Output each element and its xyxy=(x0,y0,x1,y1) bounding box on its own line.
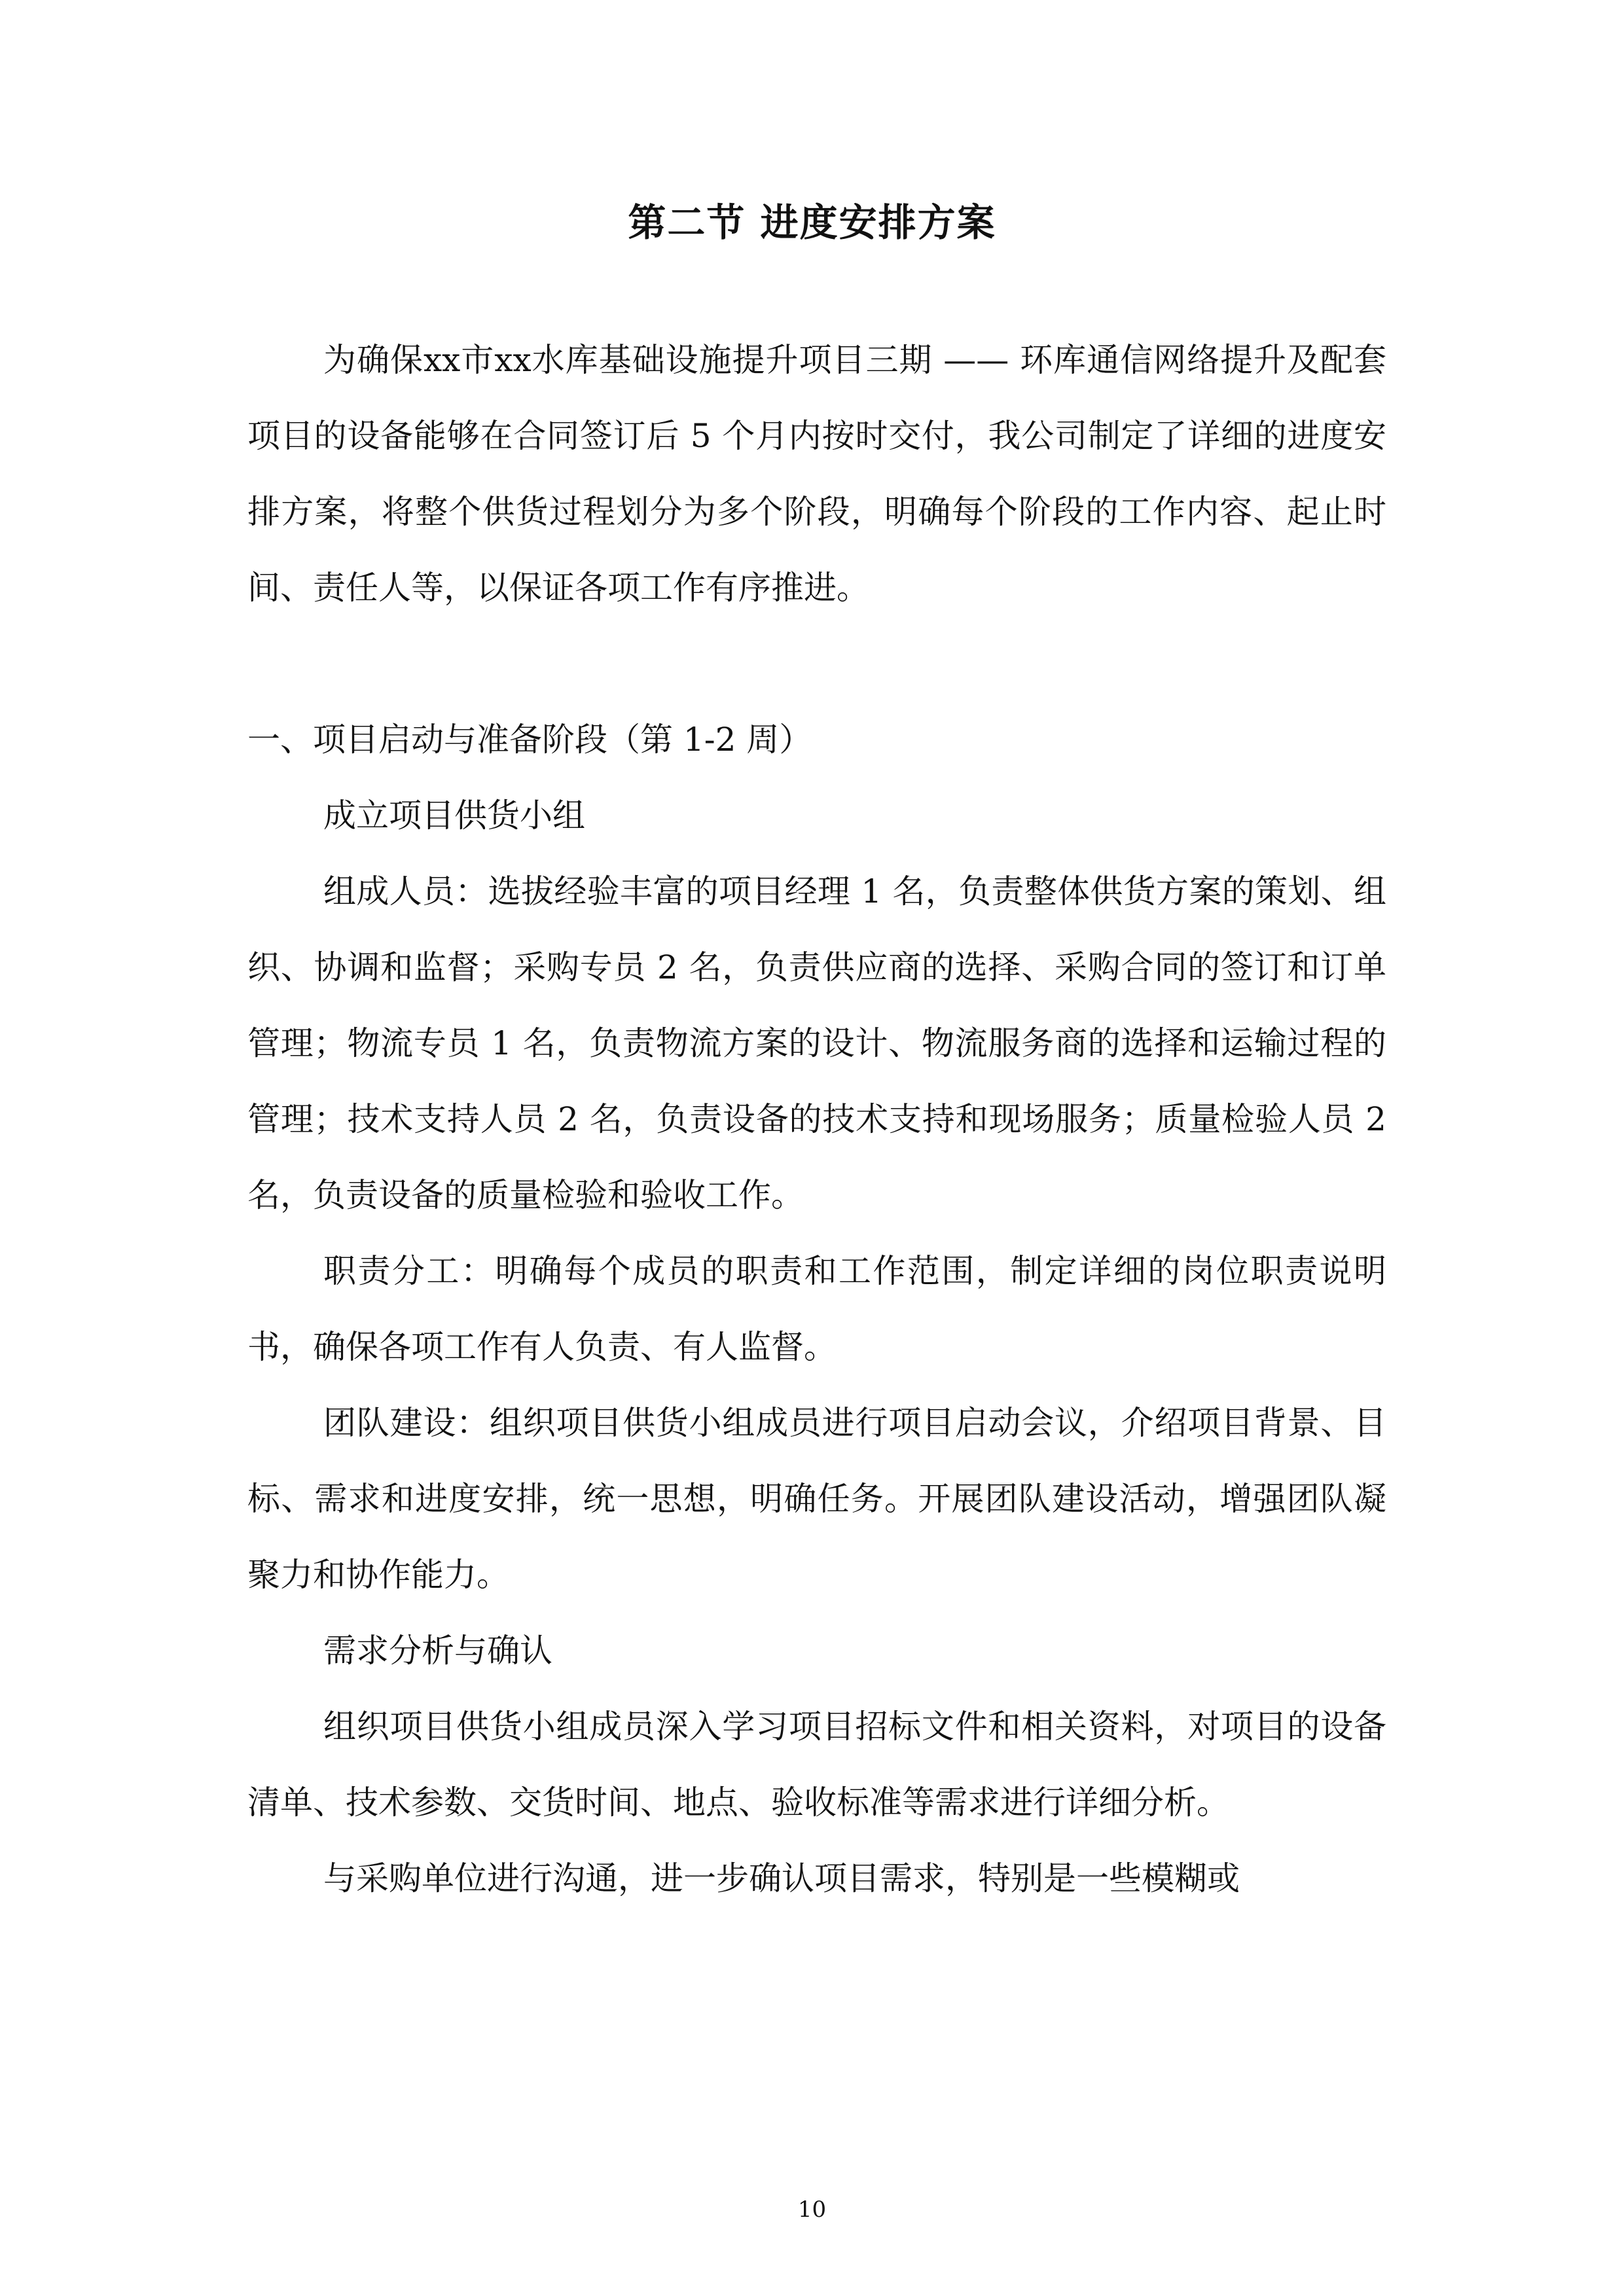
subheading-team: 成立项目供货小组 xyxy=(323,797,585,834)
phase-heading: 一、项目启动与准备阶段（第 1-2 周） xyxy=(247,721,812,759)
paragraph-team-building: 团队建设：组织项目供货小组成员进行项目启动会议，介绍项目背景、目标、需求和进度安排，统一思想，明确任务。开展团队建设活动，增强团队凝聚力和协作能力。 xyxy=(247,1404,1386,1594)
subheading-requirements: 需求分析与确认 xyxy=(323,1632,552,1670)
document-body xyxy=(247,322,1386,1916)
page-number: 10 xyxy=(797,2197,827,2223)
paragraph-requirements-confirm: 与采购单位进行沟通，进一步确认项目需求，特别是一些模糊或 xyxy=(323,1859,1240,1897)
section-title: 第二节 进度安排方案 xyxy=(628,200,996,245)
paragraph-requirements-analysis: 组织项目供货小组成员深入学习项目招标文件和相关资料，对项目的设备清单、技术参数、交货时间、地点、验收标准等需求进行详细分析。 xyxy=(247,1708,1386,1821)
intro-paragraph: 为确保xx市xx水库基础设施提升项目三期 —— 环库通信网络提升及配套项目的设备能够在合同签订后 5 个月内按时交付，我公司制定了详细的进度安排方案，将整个供货过程划分为多个阶段，明确每个阶段的工作内容、起止时间、责任人等，以保证各项工作有序推进。 xyxy=(247,341,1386,607)
paragraph-members: 组成人员：选拔经验丰富的项目经理 1 名，负责整体供货方案的策划、组织、协调和监督；采购专员 2 名，负责供应商的选择、采购合同的签订和订单管理；物流专员 1 名，负责物流方案的设计、物流服务商的选择和运输过程的管理；技术支持人员 2 名，负责设备的技术支持和现场服务；质量检验人员 2 名，负责设备的质量检验和验收工作。 xyxy=(247,872,1386,1214)
paragraph-duties: 职责分工：明确每个成员的职责和工作范围，制定详细的岗位职责说明书，确保各项工作有人负责、有人监督。 xyxy=(247,1252,1386,1366)
